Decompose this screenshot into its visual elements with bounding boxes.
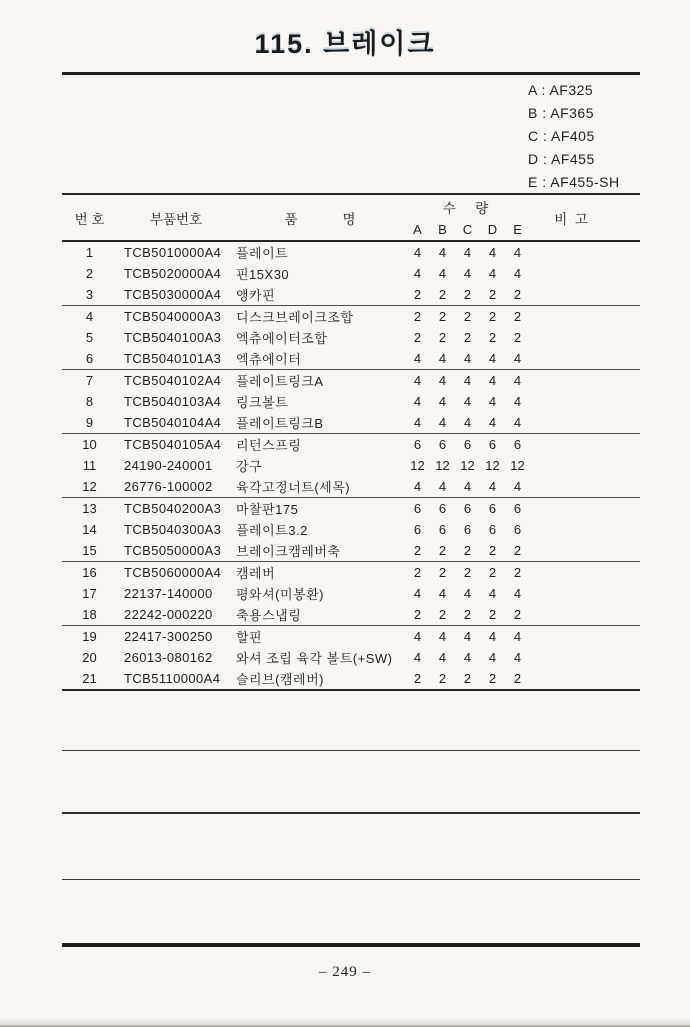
cell-remarks: [530, 668, 640, 690]
cell-qty-e: 4: [513, 245, 522, 260]
cell-part-number: 26776-100002: [124, 479, 213, 494]
cell-no: 2: [85, 266, 94, 281]
cell-qty-a: 2: [413, 671, 422, 686]
cell-qty-e: 2: [513, 309, 522, 324]
cell-part-number: TCB5050000A3: [124, 543, 222, 558]
table-row: [62, 562, 640, 584]
cell-part-number: 24190-240001: [124, 458, 213, 473]
cell-qty-b: 4: [438, 586, 447, 601]
cell-qty-b: 4: [438, 351, 447, 366]
cell-item-name: 슬리브(캠레버): [236, 672, 325, 687]
cell-qty-b: 6: [438, 501, 447, 516]
table-header: [62, 194, 640, 241]
cell-qty-c: 2: [463, 309, 472, 324]
table-row: [62, 391, 640, 412]
table-row: [62, 604, 640, 626]
cell-qty-a: 4: [413, 586, 422, 601]
cell-qty-b: 2: [438, 671, 447, 686]
cell-qty-d: 2: [488, 330, 497, 345]
cell-remarks: [530, 370, 640, 392]
cell-no: 15: [82, 543, 97, 558]
cell-part-number: TCB5060000A4: [124, 565, 222, 580]
cell-no: 21: [82, 671, 97, 686]
cell-qty-d: 6: [488, 501, 497, 516]
cell-qty-e: 4: [513, 394, 522, 409]
cell-qty-a: 2: [413, 287, 422, 302]
cell-part-number: TCB5040000A3: [124, 309, 222, 324]
cell-qty-e: 4: [513, 266, 522, 281]
cell-remarks: [530, 604, 640, 626]
header-quantity: 수 량: [442, 201, 493, 216]
table-row: [62, 519, 640, 540]
cell-part-number: TCB5040104A4: [124, 415, 222, 430]
cell-qty-a: 2: [413, 543, 422, 558]
cell-remarks: [530, 263, 640, 284]
cell-qty-d: 6: [488, 437, 497, 452]
cell-no: 18: [82, 607, 97, 622]
cell-qty-c: 2: [463, 565, 472, 580]
table-row: [62, 455, 640, 476]
table-group: [62, 434, 640, 498]
cell-qty-d: 4: [488, 245, 497, 260]
cell-qty-c: 2: [463, 607, 472, 622]
cell-qty-b: 4: [438, 479, 447, 494]
cell-remarks: [530, 412, 640, 434]
cell-item-name: 플레이트링크A: [236, 374, 324, 389]
cell-qty-d: 2: [488, 607, 497, 622]
table-row: [62, 370, 640, 392]
cell-qty-e: 2: [513, 287, 522, 302]
cell-part-number: TCB5040100A3: [124, 330, 222, 345]
title-rule: [62, 72, 640, 75]
cell-qty-a: 4: [413, 415, 422, 430]
cell-qty-e: 4: [513, 629, 522, 644]
cell-no: 10: [82, 437, 97, 452]
cell-qty-d: 4: [488, 415, 497, 430]
model-legend-line: D : AF455: [528, 151, 595, 167]
cell-qty-e: 12: [510, 458, 525, 473]
cell-qty-d: 4: [488, 266, 497, 281]
cell-item-name: 브레이크캠레버축: [236, 544, 341, 559]
table-row: [62, 647, 640, 668]
cell-item-name: 축용스냅링: [236, 608, 302, 623]
table-row: [62, 498, 640, 520]
cell-item-name: 할핀: [236, 630, 263, 645]
table-group: [62, 626, 640, 691]
cell-qty-b: 4: [438, 650, 447, 665]
cell-qty-e: 4: [513, 479, 522, 494]
cell-no: 4: [85, 309, 94, 324]
cell-qty-d: 4: [488, 586, 497, 601]
cell-part-number: TCB5010000A4: [124, 245, 222, 260]
cell-part-number: 22417-300250: [124, 629, 213, 644]
header-item-name: 품 명: [284, 211, 356, 227]
cell-remarks: [530, 647, 640, 668]
cell-remarks: [530, 626, 640, 648]
cell-qty-c: 4: [463, 586, 472, 601]
cell-remarks: [530, 455, 640, 476]
cell-qty-e: 2: [513, 671, 522, 686]
cell-remarks: [530, 327, 640, 348]
model-legend-line: C : AF405: [528, 128, 595, 144]
cell-qty-c: 2: [463, 543, 472, 558]
cell-item-name: 평와셔(미봉환): [236, 587, 325, 602]
table-row: [62, 476, 640, 498]
cell-part-number: 22242-000220: [124, 607, 213, 622]
cell-qty-a: 4: [413, 394, 422, 409]
table-row: [62, 412, 640, 434]
cell-qty-a: 6: [413, 437, 422, 452]
cell-qty-d: 6: [488, 522, 497, 537]
cell-item-name: 디스크브레이크조합: [236, 310, 354, 325]
cell-remarks: [530, 540, 640, 562]
model-legend-line: E : AF455-SH: [528, 174, 620, 190]
cell-item-name: 엑츄에이터: [236, 352, 302, 367]
cell-no: 19: [82, 629, 97, 644]
cell-qty-b: 2: [438, 607, 447, 622]
page-number: – 249 –: [319, 964, 371, 980]
cell-no: 11: [82, 458, 97, 473]
cell-no: 9: [85, 415, 94, 430]
cell-qty-c: 4: [463, 373, 472, 388]
cell-item-name: 와셔 조립 육각 볼트(+SW): [236, 651, 393, 666]
cell-qty-c: 4: [463, 266, 472, 281]
table-row: [62, 348, 640, 370]
cell-qty-c: 2: [463, 671, 472, 686]
cell-qty-c: 4: [463, 415, 472, 430]
cell-part-number: TCB5040102A4: [124, 373, 222, 388]
cell-qty-d: 2: [488, 309, 497, 324]
cell-qty-c: 2: [463, 287, 472, 302]
cell-qty-e: 4: [513, 373, 522, 388]
cell-qty-b: 6: [438, 522, 447, 537]
blank-rule-3: [62, 879, 640, 880]
cell-qty-a: 4: [413, 373, 422, 388]
cell-qty-d: 4: [488, 650, 497, 665]
cell-item-name: 플레이트링크B: [236, 416, 324, 431]
cell-item-name: 플레이트: [236, 246, 289, 261]
header-remarks: 비 고: [554, 211, 588, 227]
cell-qty-a: 2: [413, 607, 422, 622]
cell-part-number: TCB5040103A4: [124, 394, 222, 409]
cell-no: 12: [82, 479, 97, 494]
cell-remarks: [530, 562, 640, 584]
table-row: [62, 626, 640, 648]
cell-qty-a: 4: [413, 629, 422, 644]
header-qty-col-a: A: [413, 222, 422, 237]
cell-qty-e: 6: [513, 437, 522, 452]
cell-no: 17: [82, 586, 97, 601]
cell-qty-a: 4: [413, 266, 422, 281]
cell-qty-e: 4: [513, 351, 522, 366]
cell-qty-b: 2: [438, 309, 447, 324]
cell-qty-c: 4: [463, 629, 472, 644]
cell-qty-a: 6: [413, 522, 422, 537]
cell-qty-c: 4: [463, 650, 472, 665]
cell-qty-d: 4: [488, 479, 497, 494]
cell-remarks: [530, 498, 640, 520]
cell-qty-d: 4: [488, 373, 497, 388]
cell-qty-e: 2: [513, 607, 522, 622]
cell-qty-a: 2: [413, 565, 422, 580]
cell-qty-a: 6: [413, 501, 422, 516]
blank-rule-1: [62, 750, 640, 751]
cell-qty-c: 4: [463, 245, 472, 260]
cell-part-number: 26013-080162: [124, 650, 213, 665]
cell-part-number: TCB5040101A3: [124, 351, 222, 366]
cell-qty-e: 4: [513, 650, 522, 665]
scan-edge-artifact: [0, 1017, 690, 1027]
cell-qty-d: 2: [488, 565, 497, 580]
cell-item-name: 마찰판175: [236, 502, 299, 517]
cell-qty-a: 2: [413, 330, 422, 345]
cell-qty-e: 4: [513, 415, 522, 430]
cell-remarks: [530, 519, 640, 540]
header-qty-col-e: E: [513, 222, 522, 237]
cell-part-number: 22137-140000: [124, 586, 213, 601]
cell-no: 3: [85, 287, 94, 302]
cell-remarks: [530, 476, 640, 498]
cell-no: 6: [85, 351, 94, 366]
cell-remarks: [530, 241, 640, 263]
blank-rule-2: [62, 812, 640, 814]
table-row: [62, 668, 640, 690]
cell-qty-d: 2: [488, 287, 497, 302]
cell-qty-b: 4: [438, 415, 447, 430]
cell-qty-e: 6: [513, 522, 522, 537]
cell-item-name: 육각고정너트(세목): [236, 480, 351, 495]
cell-remarks: [530, 434, 640, 456]
cell-item-name: 캠레버: [236, 566, 276, 581]
header-no: 번 호: [74, 211, 105, 227]
model-legend-line: B : AF365: [528, 105, 594, 121]
cell-item-name: 리턴스프링: [236, 438, 302, 453]
cell-qty-d: 12: [485, 458, 500, 473]
cell-no: 1: [85, 245, 94, 260]
cell-remarks: [530, 348, 640, 370]
cell-qty-c: 6: [463, 522, 472, 537]
cell-no: 13: [82, 501, 97, 516]
cell-qty-b: 4: [438, 266, 447, 281]
header-part-number: 부품번호: [149, 211, 203, 227]
table-row: [62, 434, 640, 456]
cell-part-number: TCB5040200A3: [124, 501, 222, 516]
cell-part-number: TCB5040300A3: [124, 522, 222, 537]
cell-qty-c: 12: [460, 458, 475, 473]
cell-qty-b: 12: [435, 458, 450, 473]
cell-qty-d: 4: [488, 351, 497, 366]
cell-item-name: 핀15X30: [236, 267, 290, 282]
cell-item-name: 링크볼트: [236, 395, 289, 410]
cell-part-number: TCB5030000A4: [124, 287, 222, 302]
cell-part-number: TCB5110000A4: [124, 671, 221, 686]
table-row: [62, 263, 640, 284]
cell-remarks: [530, 583, 640, 604]
cell-qty-d: 4: [488, 394, 497, 409]
cell-qty-b: 4: [438, 629, 447, 644]
cell-qty-d: 2: [488, 671, 497, 686]
blank-rule-4: [62, 943, 640, 947]
cell-qty-c: 2: [463, 330, 472, 345]
cell-no: 7: [85, 373, 94, 388]
parts-table: [62, 193, 640, 691]
cell-qty-e: 2: [513, 330, 522, 345]
cell-qty-a: 4: [413, 479, 422, 494]
cell-remarks: [530, 284, 640, 306]
cell-qty-b: 2: [438, 565, 447, 580]
cell-qty-b: 4: [438, 245, 447, 260]
table-row: [62, 583, 640, 604]
cell-qty-b: 2: [438, 330, 447, 345]
table-group: [62, 498, 640, 562]
cell-qty-a: 4: [413, 351, 422, 366]
header-qty-col-b: B: [438, 222, 447, 237]
table-row: [62, 241, 640, 263]
cell-part-number: TCB5020000A4: [124, 266, 222, 281]
cell-qty-e: 2: [513, 565, 522, 580]
model-legend-line: A : AF325: [528, 82, 594, 98]
cell-qty-b: 4: [438, 394, 447, 409]
header-qty-col-c: C: [462, 222, 473, 237]
cell-item-name: 플레이트3.2: [236, 523, 308, 538]
cell-qty-c: 4: [463, 351, 472, 366]
cell-qty-a: 4: [413, 245, 422, 260]
cell-qty-b: 4: [438, 373, 447, 388]
cell-no: 8: [85, 394, 94, 409]
cell-qty-a: 2: [413, 309, 422, 324]
table-group: [62, 306, 640, 370]
table-group: [62, 241, 640, 306]
cell-qty-c: 4: [463, 394, 472, 409]
table-row: [62, 327, 640, 348]
cell-qty-e: 2: [513, 543, 522, 558]
table-row: [62, 540, 640, 562]
cell-qty-a: 4: [413, 650, 422, 665]
table-row: [62, 284, 640, 306]
cell-qty-b: 2: [438, 543, 447, 558]
header-qty-col-d: D: [487, 222, 498, 237]
cell-qty-d: 4: [488, 629, 497, 644]
cell-qty-b: 6: [438, 437, 447, 452]
cell-qty-b: 2: [438, 287, 447, 302]
cell-qty-e: 6: [513, 501, 522, 516]
cell-item-name: 앵카핀: [236, 288, 276, 303]
table-group: [62, 562, 640, 626]
cell-no: 16: [82, 565, 97, 580]
cell-qty-d: 2: [488, 543, 497, 558]
cell-no: 20: [82, 650, 97, 665]
cell-no: 5: [85, 330, 94, 345]
cell-qty-c: 4: [463, 479, 472, 494]
cell-remarks: [530, 391, 640, 412]
cell-qty-e: 4: [513, 586, 522, 601]
cell-qty-c: 6: [463, 437, 472, 452]
cell-remarks: [530, 306, 640, 328]
page-title: 115. 브레이크: [254, 29, 436, 59]
model-legend: [528, 79, 620, 194]
cell-qty-a: 12: [410, 458, 425, 473]
table-group: [62, 370, 640, 434]
cell-item-name: 강구: [236, 459, 263, 474]
table-row: [62, 306, 640, 328]
cell-no: 14: [82, 522, 97, 537]
cell-qty-c: 6: [463, 501, 472, 516]
cell-part-number: TCB5040105A4: [124, 437, 222, 452]
cell-item-name: 엑츄에이터조합: [236, 331, 328, 346]
